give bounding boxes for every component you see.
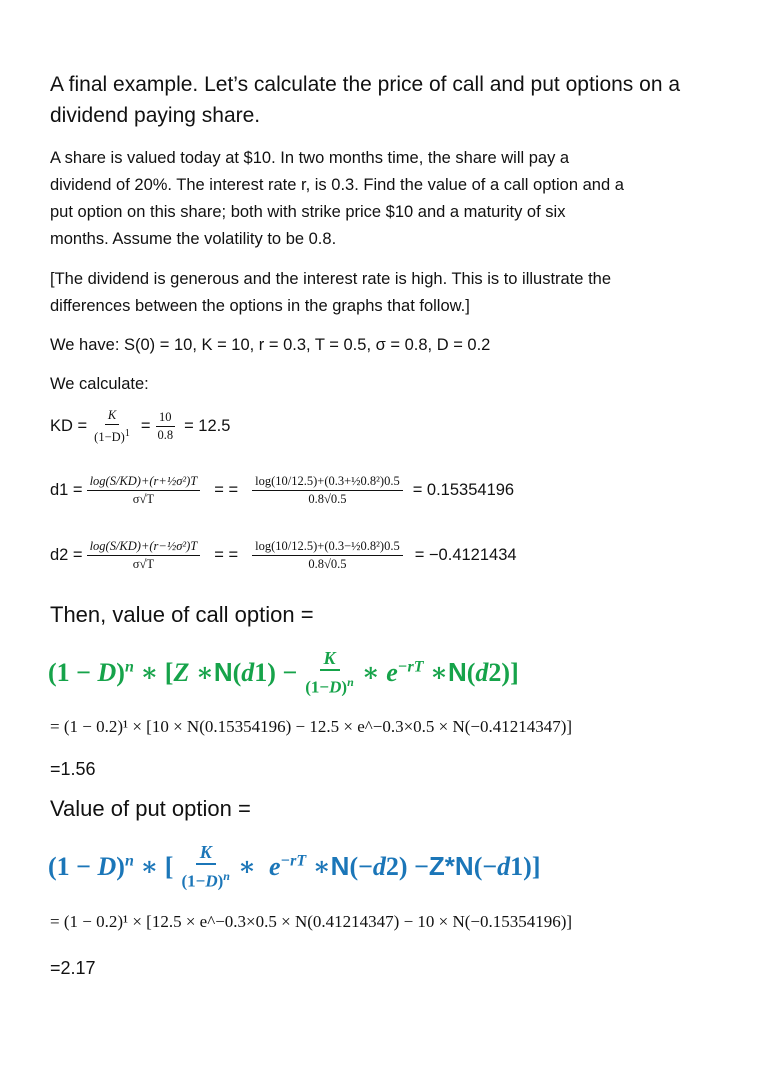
d1-num-num: log(10/12.5)+(0.3+½0.8²)0.5	[252, 474, 403, 491]
kd-frac1-den-exp: 1	[124, 428, 130, 439]
put-result: =2.17	[50, 958, 96, 978]
kd-frac2-den: 0.8	[157, 428, 174, 443]
kd-equals: =	[140, 417, 151, 436]
put-heading: Value of put option =	[50, 796, 251, 821]
heading-line-2: dividend paying share.	[50, 104, 261, 127]
kd-fraction-numeric	[154, 410, 176, 443]
d1-sym-num: log(S/KD)+(r+½σ²)T	[87, 474, 201, 491]
d2-num-den: 0.8√0.5	[308, 557, 347, 571]
d1-num-den: 0.8√0.5	[308, 492, 347, 506]
kd-result: = 12.5	[184, 417, 231, 436]
problem-line-2: dividend of 20%. The interest rate r, is 0.3. Find the value of a call option and a	[50, 176, 624, 194]
call-formula: $(1 - D)^n$ ∗ [Z ∗N(d1) − $\frac{K}{(1-D)^n}$ ∗ $e^{-rT}$ ∗N(d2)]	[48, 648, 519, 697]
d1-equation	[50, 474, 514, 507]
problem-line-1: A share is valued today at $10. In two months time, the share will pay a	[50, 149, 570, 167]
kd-fraction-symbolic	[91, 408, 133, 445]
d1-sym-den: σ√T	[132, 492, 155, 506]
kd-frac1-num: K	[105, 408, 119, 425]
call-calculation: = (1 − 0.2)¹ × [10 × N(0.15354196) − 12.5 × e^−0.3×0.5 × N(−0.41214347)]	[50, 717, 573, 736]
d1-fraction-numeric	[252, 474, 403, 507]
d1-equals: = =	[214, 481, 239, 499]
put-formula: $(1 - D)^n$ ∗ [ $\frac{K}{(1-D)^n}$ ∗ $e^{-rT}$ ∗N(−d2) −Z*N(−d1)]	[48, 842, 541, 891]
kd-frac1-den: (1−D)	[94, 430, 125, 445]
put-calculation: = (1 − 0.2)¹ × [12.5 × e^−0.3×0.5 × N(0.41214347) − 10 × N(−0.15354196)]	[50, 912, 573, 931]
d1-result: = 0.15354196	[412, 481, 515, 499]
given-values: We have: S(0) = 10, K = 10, r = 0.3, T = 0.5, σ = 0.8, D = 0.2	[50, 336, 491, 354]
kd-equation	[50, 408, 230, 445]
d2-sym-den: σ√T	[132, 557, 155, 571]
d1-fraction-symbolic	[87, 474, 201, 507]
d2-result: = −0.4121434	[414, 546, 517, 564]
heading-line-1: A final example. Let’s calculate the price of call and put options on a	[50, 73, 681, 96]
d2-fraction-symbolic	[87, 539, 201, 572]
d2-equation	[50, 539, 517, 572]
d2-num-num: log(10/12.5)+(0.3−½0.8²)0.5	[252, 539, 403, 556]
d1-label: d1 =	[50, 481, 83, 499]
note-line-1: [The dividend is generous and the interest rate is high. This is to illustrate the	[50, 270, 612, 288]
call-result: =1.56	[50, 759, 96, 779]
we-calculate-label: We calculate:	[50, 375, 149, 393]
d2-label: d2 =	[50, 546, 83, 564]
d2-sym-num: log(S/KD)+(r−½σ²)T	[87, 539, 201, 556]
d2-equals: = =	[214, 546, 239, 564]
note-line-2: differences between the options in the graphs that follow.]	[50, 297, 470, 315]
kd-frac2-num: 10	[156, 410, 175, 427]
d2-fraction-numeric	[252, 539, 403, 572]
problem-line-3: put option on this share; both with strike price $10 and a maturity of six	[50, 203, 566, 221]
call-heading: Then, value of call option =	[50, 602, 314, 627]
kd-label: KD =	[50, 417, 88, 436]
problem-line-4: months. Assume the volatility to be 0.8.	[50, 230, 337, 248]
